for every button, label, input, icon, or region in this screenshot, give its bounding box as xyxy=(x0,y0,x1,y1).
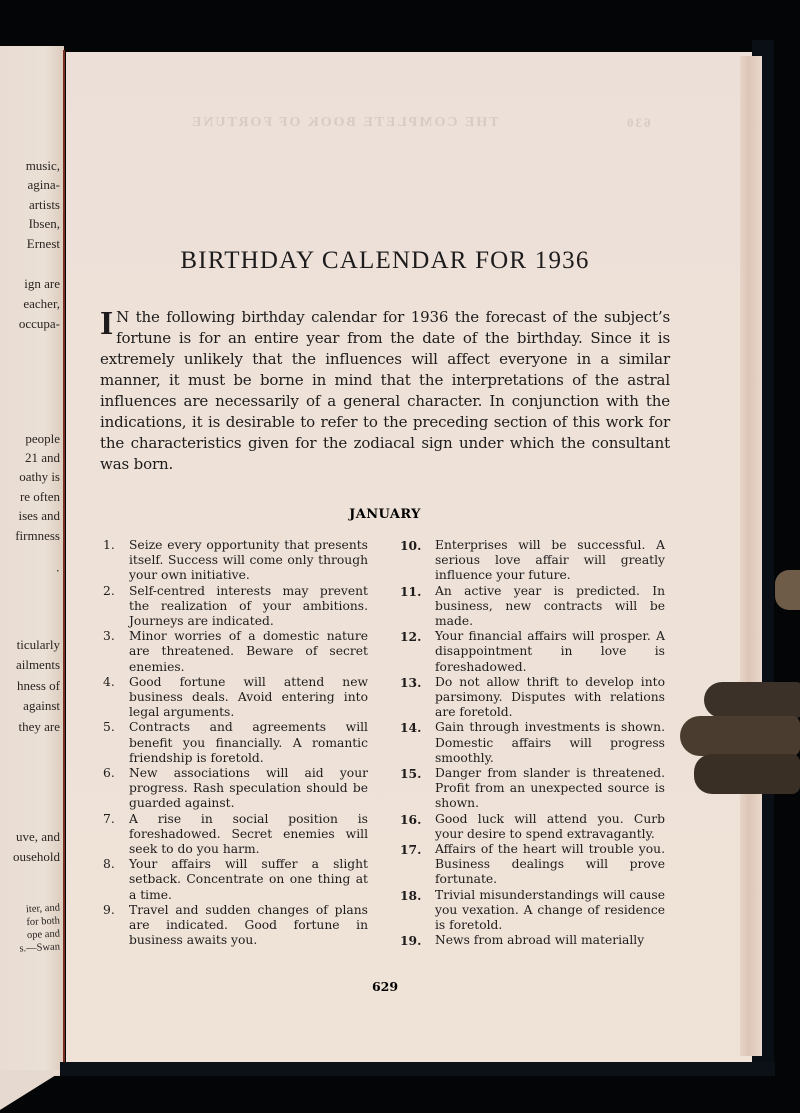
entry-day: 3. xyxy=(103,629,115,644)
intro-paragraph xyxy=(100,307,670,475)
page-stack-edge xyxy=(740,56,762,1056)
entry-day: 6. xyxy=(103,766,115,781)
intro-text: N the following birthday calendar for 1936 the forecast of the subject’s fortune is for an entire year from the date of the birthday. Since it is extremely unlikely that the influences will affect everyone in a similar manner, it must be borne in mind that the interpretations of the astral influences are necessarily of a general character. In conjunction with the indications, it is desirable to refer to the preceding section of this work for the characteristics given for the zodiacal sign under which the consultant was born. xyxy=(100,308,670,473)
left-page-fragment: artists xyxy=(28,197,60,212)
page-number: 629 xyxy=(371,979,399,994)
entry-day: 19. xyxy=(400,933,422,949)
entry-day: 16. xyxy=(400,811,422,827)
left-page-fragment: they are xyxy=(18,719,60,734)
entry-day: 1. xyxy=(103,538,115,552)
entry-day: 11. xyxy=(400,583,422,599)
entry-day: 4. xyxy=(103,674,115,689)
left-page-fragment: ousehold xyxy=(13,849,60,864)
left-page-corner xyxy=(0,1070,64,1110)
entry-day: 18. xyxy=(400,887,422,903)
left-page-fragment: agina- xyxy=(27,177,60,192)
calendar-column-left xyxy=(103,538,368,948)
calendar-entry xyxy=(103,857,368,903)
entry-text: Contracts and agreements will benefit you financially. A romantic friendship is foretold. xyxy=(129,720,368,765)
entry-day: 2. xyxy=(103,583,115,598)
entry-text: Seize every opportunity that presents itself. Success will come only through your own initiative. xyxy=(129,538,368,583)
calendar-entry xyxy=(400,842,665,888)
left-page-fragment: oathy is xyxy=(19,469,60,484)
left-page-fragment: for both xyxy=(26,915,61,929)
calendar-entry xyxy=(400,888,665,934)
entry-text: Good luck will attend you. Curb your desire to spend extravagantly. xyxy=(435,811,665,841)
left-page-fragment: 21 and xyxy=(24,450,60,465)
bookstand-clamp-top xyxy=(775,570,800,610)
left-page-fragment: eacher, xyxy=(23,296,60,311)
clamp-segment xyxy=(680,716,800,756)
left-page-fragment: ign are xyxy=(24,276,60,291)
entry-text: Danger from slander is threatened. Profit from an unexpected source is shown. xyxy=(435,766,665,811)
calendar-entry xyxy=(103,629,368,675)
left-page-fragment: · xyxy=(55,563,60,578)
entry-text: Your financial affairs will prosper. A disappointment in love is foreshadowed. xyxy=(435,629,665,674)
left-page-fragment: Ibsen, xyxy=(28,216,60,231)
left-page-fragment: against xyxy=(23,698,60,713)
calendar-entry xyxy=(400,933,665,948)
entry-text: Travel and sudden changes of plans are indicated. Good fortune in business awaits you. xyxy=(129,902,368,948)
calendar-column-right xyxy=(400,538,665,948)
left-page-fragment: s.—Swan xyxy=(19,941,61,955)
left-page-fragment: ope and xyxy=(26,928,61,942)
calendar-entry xyxy=(400,720,665,766)
entry-text: Enterprises will be successful. A serious love affair will greatly influence your future. xyxy=(435,538,665,583)
left-page-fragment: music, xyxy=(25,158,60,173)
page-title: BIRTHDAY CALENDAR FOR 1936 xyxy=(180,247,590,274)
entry-day: 7. xyxy=(103,811,115,826)
calendar-entry xyxy=(400,629,665,675)
entry-day: 14. xyxy=(400,720,422,736)
calendar-entry xyxy=(400,584,665,630)
calendar-entry xyxy=(103,766,368,812)
calendar-entry xyxy=(103,720,368,766)
entry-day: 12. xyxy=(400,629,422,645)
calendar-entry xyxy=(103,812,368,858)
left-page-fragment: ailments xyxy=(15,657,60,672)
entry-text: Minor worries of a domestic nature are threatened. Beware of secret enemies. xyxy=(129,629,368,674)
entry-text: Trivial misunderstandings will cause you vexation. A change of residence is foretold. xyxy=(435,887,665,933)
left-page-fragment: firmness xyxy=(15,528,60,543)
entry-text: Good fortune will attend new business deals. Avoid entering into legal arguments. xyxy=(129,674,368,720)
entry-day: 15. xyxy=(400,766,422,782)
bleed-through-page-number: 630 xyxy=(625,115,651,130)
bleed-through-running-head: THE COMPLETE BOOK OF FORTUNE xyxy=(190,115,499,130)
entry-day: 17. xyxy=(400,842,422,858)
left-page-fragment: uve, and xyxy=(15,829,60,844)
entry-text: Do not allow thrift to develop into parsimony. Disputes with relations are foretold. xyxy=(435,674,665,720)
entry-text: An active year is predicted. In business, new contracts will be made. xyxy=(435,583,665,629)
entry-text: New associations will aid your progress. Rash speculation should be guarded against. xyxy=(129,766,368,811)
book-gutter xyxy=(63,50,65,1065)
entry-text: Self-centred interests may prevent the realization of your ambitions. Journeys are indicated. xyxy=(129,583,368,629)
left-page-fragment: iter, and xyxy=(25,902,61,916)
bookstand-clamp xyxy=(680,680,800,800)
left-page-fragment: ises and xyxy=(18,508,60,523)
entry-day: 8. xyxy=(103,857,115,872)
clamp-segment xyxy=(694,754,800,794)
calendar-entry xyxy=(400,675,665,721)
entry-text: News from abroad will materially xyxy=(435,933,645,948)
calendar-entry xyxy=(400,538,665,584)
month-heading: JANUARY xyxy=(349,507,421,522)
calendar-entry xyxy=(103,584,368,630)
left-page-fragment: ticularly xyxy=(16,637,60,652)
entry-day: 9. xyxy=(103,902,115,917)
entry-text: Gain through investments is shown. Domestic affairs will progress smoothly. xyxy=(435,720,665,765)
left-page-fragment: re often xyxy=(19,489,60,504)
calendar-entry xyxy=(103,538,368,584)
left-page-fragment: people xyxy=(25,431,60,446)
calendar-entry xyxy=(103,903,368,949)
clamp-segment xyxy=(704,682,800,718)
entry-day: 5. xyxy=(103,720,115,735)
page-bottom-shadow xyxy=(60,1062,775,1076)
calendar-entry xyxy=(400,766,665,812)
entry-day: 10. xyxy=(400,538,422,553)
entry-day: 13. xyxy=(400,674,422,690)
calendar-entry xyxy=(400,812,665,842)
entry-text: Your affairs will suffer a slight setback. Concentrate on one thing at a time. xyxy=(129,857,368,902)
calendar-entry xyxy=(103,675,368,721)
drop-cap: I xyxy=(100,305,114,342)
left-page-fragment: Ernest xyxy=(26,236,60,251)
entry-text: Affairs of the heart will trouble you. Business dealings will prove fortunate. xyxy=(435,842,665,887)
left-page-fragment: hness of xyxy=(17,678,60,693)
entry-text: A rise in social position is foreshadowed. Secret enemies will seek to do you harm. xyxy=(129,811,368,857)
left-page-fragment: occupa- xyxy=(18,316,60,331)
